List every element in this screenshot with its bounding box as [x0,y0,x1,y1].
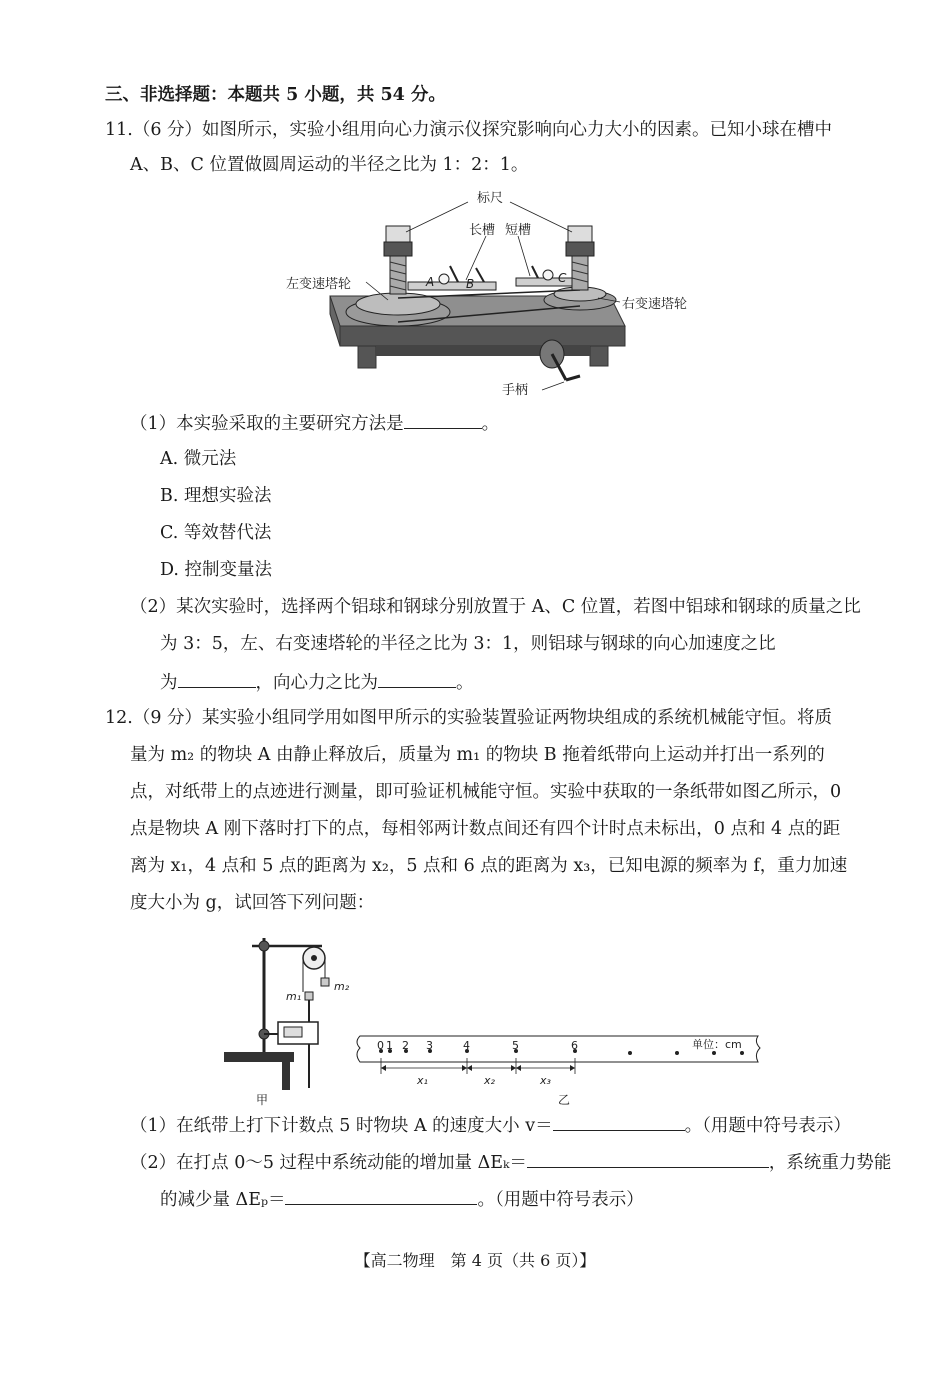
q12-part-2-text-a: （2）在打点 0～5 过程中系统动能的增加量 ΔEₖ＝ [130,1153,527,1173]
tape-label-4: 4 [463,1039,470,1052]
caption-yi: 乙 [558,1093,571,1107]
q11-part-1-text: （1）本实验采取的主要研究方法是 [130,414,404,434]
q12-part-2-text-b: ，系统重力势能 [768,1153,892,1173]
apparatus-figure-jia [222,928,362,1108]
dim-label-x2: x₂ [484,1074,495,1087]
answer-blank[interactable] [404,410,482,429]
q12-part-2-text-c: 的减少量 ΔEₚ＝ [160,1190,286,1210]
q12-stem-line-5: 离为 x₁，4 点和 5 点的距离为 x₂，5 点和 6 点的距离为 x₃，已知电源的频率为 f，重力加速 [130,856,848,876]
tape-dot-extra [628,1051,632,1055]
slot-label-a: A [426,275,435,289]
q11-part-2-text-b: ，向心力之比为 [255,673,378,693]
tape-label-3: 3 [426,1039,433,1052]
tape-dot-extra [675,1051,679,1055]
label-handle: 手柄 [502,383,529,398]
q11-part-1 [130,410,499,436]
q11-part-2-line-2: 为 3：5，左、右变速塔轮的半径之比为 3：1，则铝球与钢球的向心加速度之比 [160,634,776,654]
answer-blank[interactable] [527,1149,769,1168]
label-m1: m₁ [286,990,302,1003]
label-left-pulley: 左变速塔轮 [286,277,352,292]
label-right-pulley: 右变速塔轮 [622,297,688,312]
label-m2: m₂ [334,980,350,993]
answer-blank[interactable] [285,1186,477,1205]
q11-stem-line-1: 11.（6 分）如图所示，实验小组用向心力演示仪探究影响向心力大小的因素。已知小球在槽中 [105,120,833,140]
tape-label-5: 5 [512,1039,519,1052]
q12-part-1-text-a: （1）在纸带上打下计数点 5 时物块 A 的速度大小 v＝ [130,1116,553,1136]
page-footer: 【高二物理 第 4 页（共 6 页）】 [354,1251,596,1270]
answer-blank[interactable] [553,1112,685,1131]
q12-part-2-text-d: 。（用题中符号表示） [477,1190,644,1210]
q11-part-2-line-1: （2）某次实验时，选择两个铝球和钢球分别放置于 A、C 位置，若图中铝球和钢球的质量之比 [130,597,861,617]
q12-stem-line-1: 12.（9 分）某实验小组同学用如图甲所示的实验装置验证两物块组成的系统机械能守恒。将质 [105,708,833,728]
slot-label-b: B [466,277,475,291]
tape-label-1: 1 [386,1039,393,1052]
q12-part-2-line-1 [130,1149,891,1175]
tape-dot-extra [740,1051,744,1055]
q11-part-1-end: 。 [481,414,500,434]
option-a: A. 微元法 [160,449,237,469]
paper-tape-figure-yi [350,1028,770,1108]
dim-label-x3: x₃ [540,1074,551,1087]
answer-blank[interactable] [378,669,456,688]
tape-label-0: 0 [377,1039,384,1052]
q11-part-2-text-a: 为 [160,673,178,693]
label-short-slot: 短槽 [505,223,532,238]
q12-stem-line-2: 量为 m₂ 的物块 A 由静止释放后，质量为 m₁ 的物块 B 拖着纸带向上运动并打出一系列的 [130,745,825,765]
label-long-slot: 长槽 [469,223,496,238]
centripetal-apparatus-figure [280,186,700,398]
q12-part-2-line-2 [160,1186,644,1212]
option-b: B. 理想实验法 [160,486,272,506]
q12-part-1 [130,1112,851,1138]
slot-label-c: C [558,271,567,285]
q12-stem-line-4: 点是物块 A 刚下落时打下的点，每相邻两计数点间还有四个计时点未标出，0 点和 4 点的距 [130,819,841,839]
q12-stem-line-6: 度大小为 g，试回答下列问题： [130,893,375,913]
tape-unit: 单位：cm [692,1038,742,1051]
option-c: C. 等效替代法 [160,523,272,543]
answer-blank[interactable] [178,669,256,688]
q12-stem-line-3: 点，对纸带上的点迹进行测量，即可验证机械能守恒。实验中获取的一条纸带如图乙所示，0 [130,782,842,802]
tape-label-6: 6 [571,1039,578,1052]
q11-part-2-line-3 [160,669,474,695]
label-ruler: 标尺 [477,191,504,206]
tape-dot-extra [712,1051,716,1055]
dim-label-x1: x₁ [417,1074,428,1087]
q11-part-2-text-c: 。 [456,673,474,693]
caption-jia: 甲 [256,1093,269,1107]
q12-part-1-text-b: 。（用题中符号表示） [684,1116,851,1136]
tape-label-2: 2 [402,1039,409,1052]
option-d: D. 控制变量法 [160,560,273,580]
section-title: 三、非选择题：本题共 5 小题，共 54 分。 [105,85,446,105]
q11-stem-line-2: A、B、C 位置做圆周运动的半径之比为 1：2：1。 [130,155,529,175]
